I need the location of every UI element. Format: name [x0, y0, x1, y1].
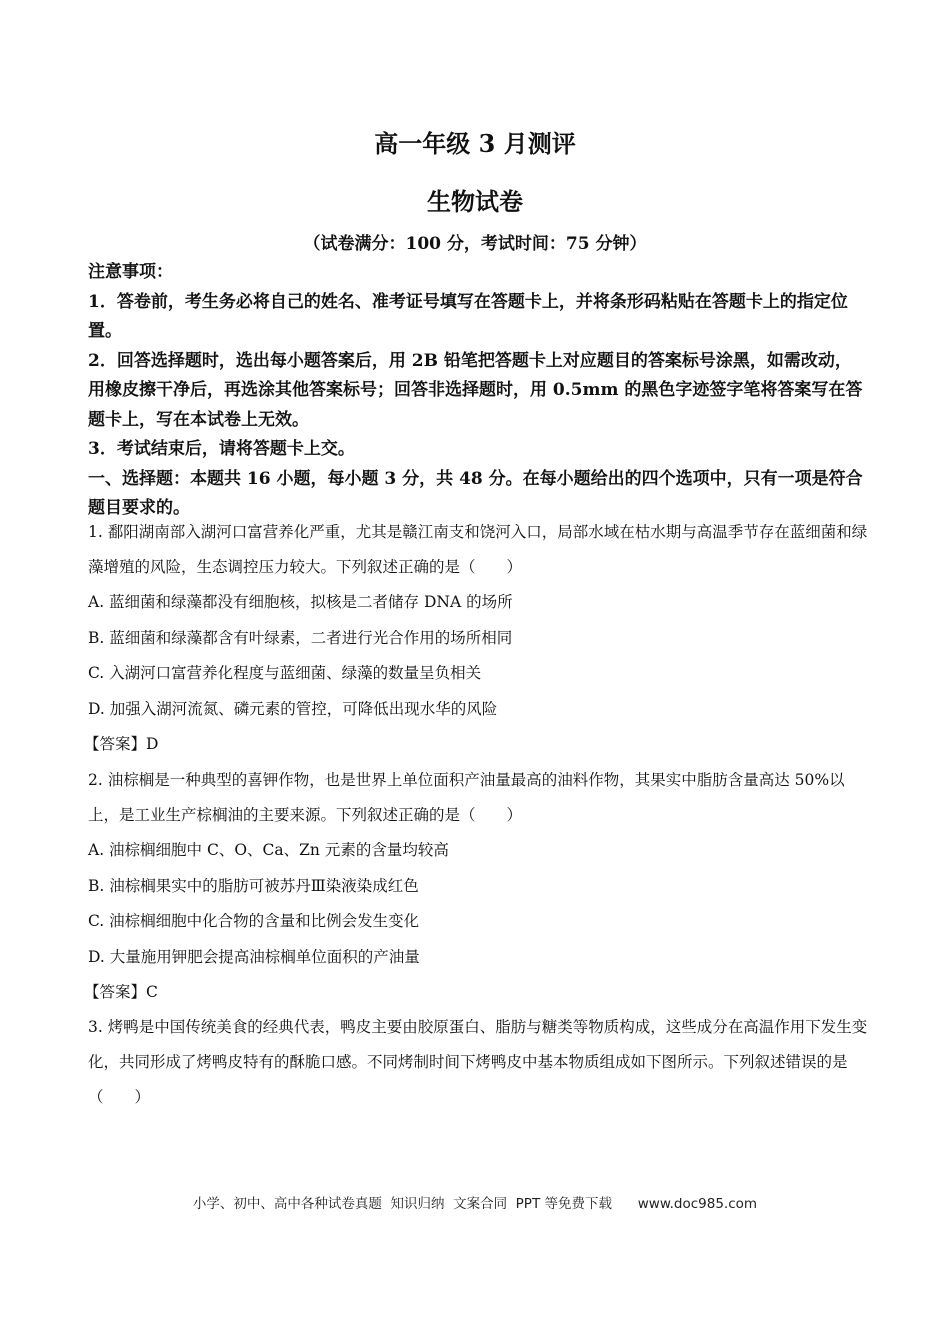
instructions: [88, 258, 868, 524]
exam-info: （试卷满分：100 分，考试时间：75 分钟）: [303, 234, 647, 254]
question-stem: 3. 烤鸭是中国传统美食的经典代表，鸭皮主要由胶原蛋白、脂肪与糖类等物质构成，这些成分在高温作用下发生变化，共同形成了烤鸭皮特有的酥脆口感。不同烤制时间下烤鸭皮中基本物质组成如下图所示。下列叙述错误的是（ ）: [88, 1018, 868, 1106]
page-footer: [0, 1192, 950, 1212]
instruction-item: 2．回答选择题时，选出每小题答案后，用 2B 铅笔把答题卡上对应题目的答案标号涂黑，如需改动，用橡皮擦干净后，再选涂其他答案标号；回答非选择题时，用 0.5mm 的黑色字迹签字笔将答案写在答题卡上，写在本试卷上无效。: [88, 350, 863, 430]
option-d: D. 大量施用钾肥会提高油棕榈单位面积的产油量: [88, 947, 420, 966]
option-b: B. 油棕榈果实中的脂肪可被苏丹Ⅲ染液染成红色: [88, 876, 419, 895]
question-3: [88, 1010, 868, 1115]
option-d: D. 加强入湖河流氮、磷元素的管控，可降低出现水华的风险: [88, 699, 498, 718]
option-a: A. 蓝细菌和绿藻都没有细胞核，拟核是二者储存 DNA 的场所: [88, 593, 513, 611]
answer-label: 【答案】C: [84, 983, 158, 1001]
answer-label: 【答案】D: [84, 735, 159, 753]
footer-text: 小学、初中、高中各种试卷真题 知识归纳 文案合同 PPT 等免费下载 www.doc985.com: [192, 1196, 758, 1212]
question-1: [84, 515, 868, 763]
question-2: [84, 763, 868, 1011]
question-stem: 1. 鄱阳湖南部入湖河口富营养化严重，尤其是赣江南支和饶河入口，局部水域在枯水期与高温季节存在蓝细菌和绿藻增殖的风险，生态调控压力较大。下列叙述正确的是（ ）: [88, 523, 868, 576]
instruction-item: 1．答卷前，考生务必将自己的姓名、准考证号填写在答题卡上，并将条形码粘贴在答题卡上的指定位置。: [88, 291, 848, 341]
instructions-heading: 注意事项：: [88, 262, 173, 282]
option-b: B. 蓝细菌和绿藻都含有叶绿素，二者进行光合作用的场所相同: [88, 628, 513, 647]
option-a: A. 油棕榈细胞中 C、O、Ca、Zn 元素的含量均较高: [88, 841, 449, 859]
option-c: C. 油棕榈细胞中化合物的含量和比例会发生变化: [88, 912, 420, 930]
instruction-item: 3．考试结束后，请将答题卡上交。: [88, 439, 355, 459]
option-c: C. 入湖河口富营养化程度与蓝细菌、绿藻的数量呈负相关: [88, 664, 482, 682]
exam-title: 高一年级 3 月测评: [374, 129, 576, 158]
question-stem: 2. 油棕榈是一种典型的喜钾作物，也是世界上单位面积产油量最高的油料作物，其果实中脂肪含量高达 50%以上，是工业生产棕榈油的主要来源。下列叙述正确的是（ ）: [88, 771, 845, 824]
section-heading: 一、选择题：本题共 16 小题，每小题 3 分，共 48 分。在每小题给出的四个选项中，只有一项是符合题目要求的。: [88, 468, 863, 518]
exam-subject: 生物试卷: [427, 187, 523, 216]
